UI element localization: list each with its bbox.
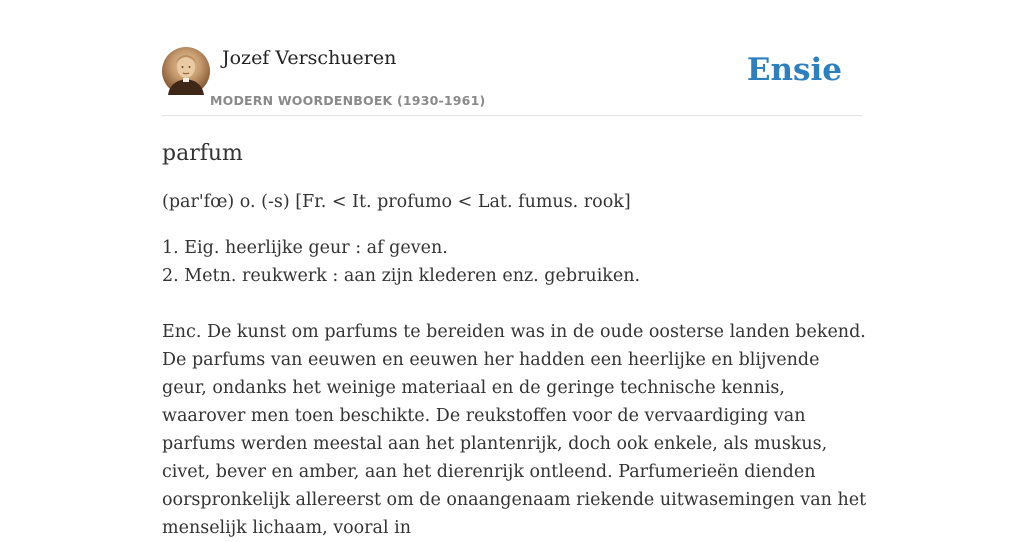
entry-etymology: (par'fœ) o. (-s) [Fr. < It. profumo < Lat. fumus. rook] xyxy=(162,192,631,212)
brand-logo[interactable]: Ensie xyxy=(746,52,842,88)
header xyxy=(162,46,862,116)
source-label[interactable]: MODERN WOORDENBOEK (1930-1961) xyxy=(210,93,486,108)
author-name[interactable]: Jozef Verschueren xyxy=(222,47,397,69)
header-divider xyxy=(162,115,862,116)
definition-list xyxy=(162,234,867,290)
definition-item: 2. Metn. reukwerk : aan zijn klederen enz. gebruiken. xyxy=(162,266,641,286)
entry-title: parfum xyxy=(162,141,243,166)
definition-item: 1. Eig. heerlijke geur : af geven. xyxy=(162,238,448,258)
entry-content xyxy=(162,138,867,542)
encyclopedia-text: Enc. De kunst om parfums te bereiden was in de oude oosterse landen bekend. De parfums van eeuwen en eeuwen her hadden een heerlijke en blijvende geur, ondanks het weinige materiaal en de geringe technische kennis, waarover men toen beschikte. De reukstoffen voor de vervaardiging van parfums werden meestal aan het plantenrijk, doch ook enkele, als muskus, civet, bever en amber, aan het dierenrijk ontleend. Parfumerieën dienden oorspronkelijk allereerst om de onaangenaam riekende uitwasemingen van het menselijk lichaam, vooral in xyxy=(162,322,867,538)
author-portrait-icon xyxy=(162,47,210,95)
author-avatar[interactable] xyxy=(162,47,210,95)
